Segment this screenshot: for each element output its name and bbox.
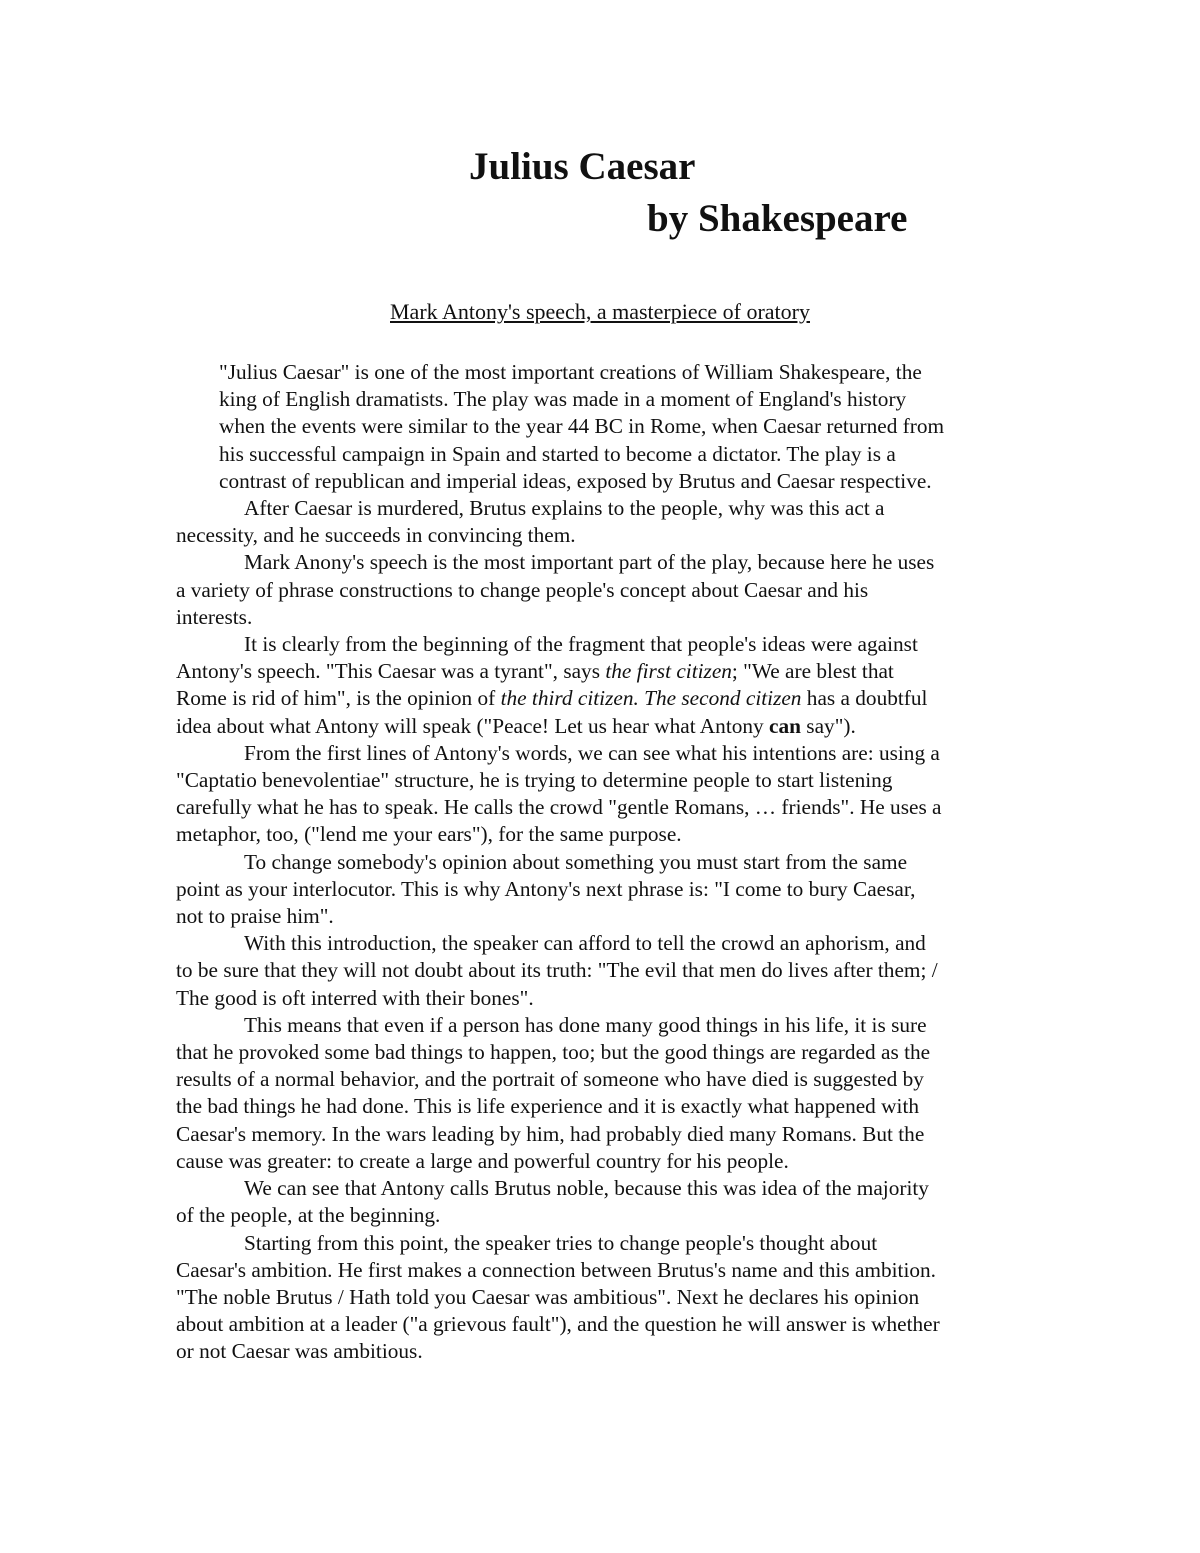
paragraph-8 (176, 1012, 1036, 1175)
text-line: We can see that Antony calls Brutus noble, because this was idea of the majority (244, 1176, 929, 1201)
text-line: cause was greater: to create a large and powerful country for his people. (176, 1148, 789, 1173)
text-segment: Rome is rid of him", is the opinion of (176, 686, 501, 711)
text-line: a variety of phrase constructions to change people's concept about Caesar and his (176, 577, 869, 602)
paragraph-1 (219, 359, 1036, 495)
text-line: carefully what he has to speak. He calls the crowd "gentle Romans, … friends". He uses a (176, 795, 942, 820)
text-line: Mark Anony's speech is the most important part of the play, because here he uses (244, 550, 935, 575)
paragraph-6 (176, 849, 1036, 931)
text-line: contrast of republican and imperial ideas, exposed by Brutus and Caesar respective. (219, 468, 932, 493)
paragraph-10 (176, 1230, 1036, 1366)
text-line: "Julius Caesar" is one of the most important creations of William Shakespeare, the (219, 360, 922, 384)
bold-segment: can (769, 713, 801, 738)
italic-segment: the third citizen. The second citizen (500, 686, 802, 711)
text-segment: has a doubtful (801, 686, 928, 711)
section-heading: Mark Antony's speech, a masterpiece of oratory (390, 299, 810, 324)
paragraph-5 (176, 740, 1036, 849)
text-line: Starting from this point, the speaker tries to change people's thought about (244, 1230, 878, 1255)
text-line: metaphor, too, ("lend me your ears"), for the same purpose. (176, 822, 682, 847)
paragraph-7 (176, 930, 1036, 1012)
paragraph-2 (176, 495, 1036, 549)
text-line: This means that even if a person has done many good things in his life, it is sure (244, 1012, 927, 1037)
text-line: Caesar's ambition. He first makes a connection between Brutus's name and this ambition. (176, 1257, 936, 1282)
text-line: to be sure that they will not doubt about its truth: "The evil that men do lives after them; / (176, 958, 938, 983)
text-line: "The noble Brutus / Hath told you Caesar was ambitious". Next he declares his opinion (176, 1284, 920, 1309)
text-line: With this introduction, the speaker can afford to tell the crowd an aphorism, and (244, 931, 926, 956)
text-segment: idea about what Antony will speak ("Peace! Let us hear what Antony (176, 713, 770, 738)
text-line: king of English dramatists. The play was made in a moment of England's history (219, 387, 907, 412)
text-line: or not Caesar was ambitious. (176, 1339, 423, 1364)
text-line: necessity, and he succeeds in convincing them. (176, 523, 576, 548)
text-segment: Antony's speech. "This Caesar was a tyrant", says (176, 659, 606, 684)
text-line: "Captatio benevolentiae" structure, he is trying to determine people to start listening (176, 768, 893, 793)
paragraph-9 (176, 1175, 1036, 1229)
text-line: point as your interlocutor. This is why Antony's next phrase is: "I come to bury Caesar, (176, 876, 916, 901)
text-line: interests. (176, 604, 253, 629)
essay-body (176, 359, 1036, 1366)
text-line: his successful campaign in Spain and started to become a dictator. The play is a (219, 441, 896, 466)
italic-segment: the first citizen (605, 659, 732, 684)
text-line: about ambition at a leader ("a grievous fault"), and the question he will answer is whether (176, 1312, 940, 1337)
text-line: not to praise him". (176, 904, 334, 929)
text-line: Caesar's memory. In the wars leading by him, had probably died many Romans. But the (176, 1121, 925, 1146)
text-line: that he provoked some bad things to happen, too; but the good things are regarded as the (176, 1040, 931, 1065)
text-line: results of a normal behavior, and the portrait of someone who have died is suggested by (176, 1067, 924, 1092)
text-line: the bad things he had done. This is life experience and it is exactly what happened with (176, 1094, 920, 1119)
text-line: The good is oft interred with their bones". (176, 985, 534, 1010)
text-line: It is clearly from the beginning of the fragment that people's ideas were against (244, 632, 918, 657)
text-line: After Caesar is murdered, Brutus explains to the people, why was this act a (244, 496, 885, 521)
document-subtitle: by Shakespeare (647, 197, 908, 240)
paragraph-4 (176, 631, 1036, 740)
text-line: of the people, at the beginning. (176, 1203, 441, 1228)
text-line: From the first lines of Antony's words, we can see what his intentions are: using a (244, 740, 940, 765)
text-line: To change somebody's opinion about something you must start from the same (244, 849, 908, 874)
text-segment: say"). (800, 713, 856, 738)
text-line: when the events were similar to the year 44 BC in Rome, when Caesar returned from (219, 414, 945, 439)
document-title: Julius Caesar (469, 145, 696, 188)
text-segment: ; "We are blest that (731, 659, 894, 684)
paragraph-3 (176, 549, 1036, 631)
